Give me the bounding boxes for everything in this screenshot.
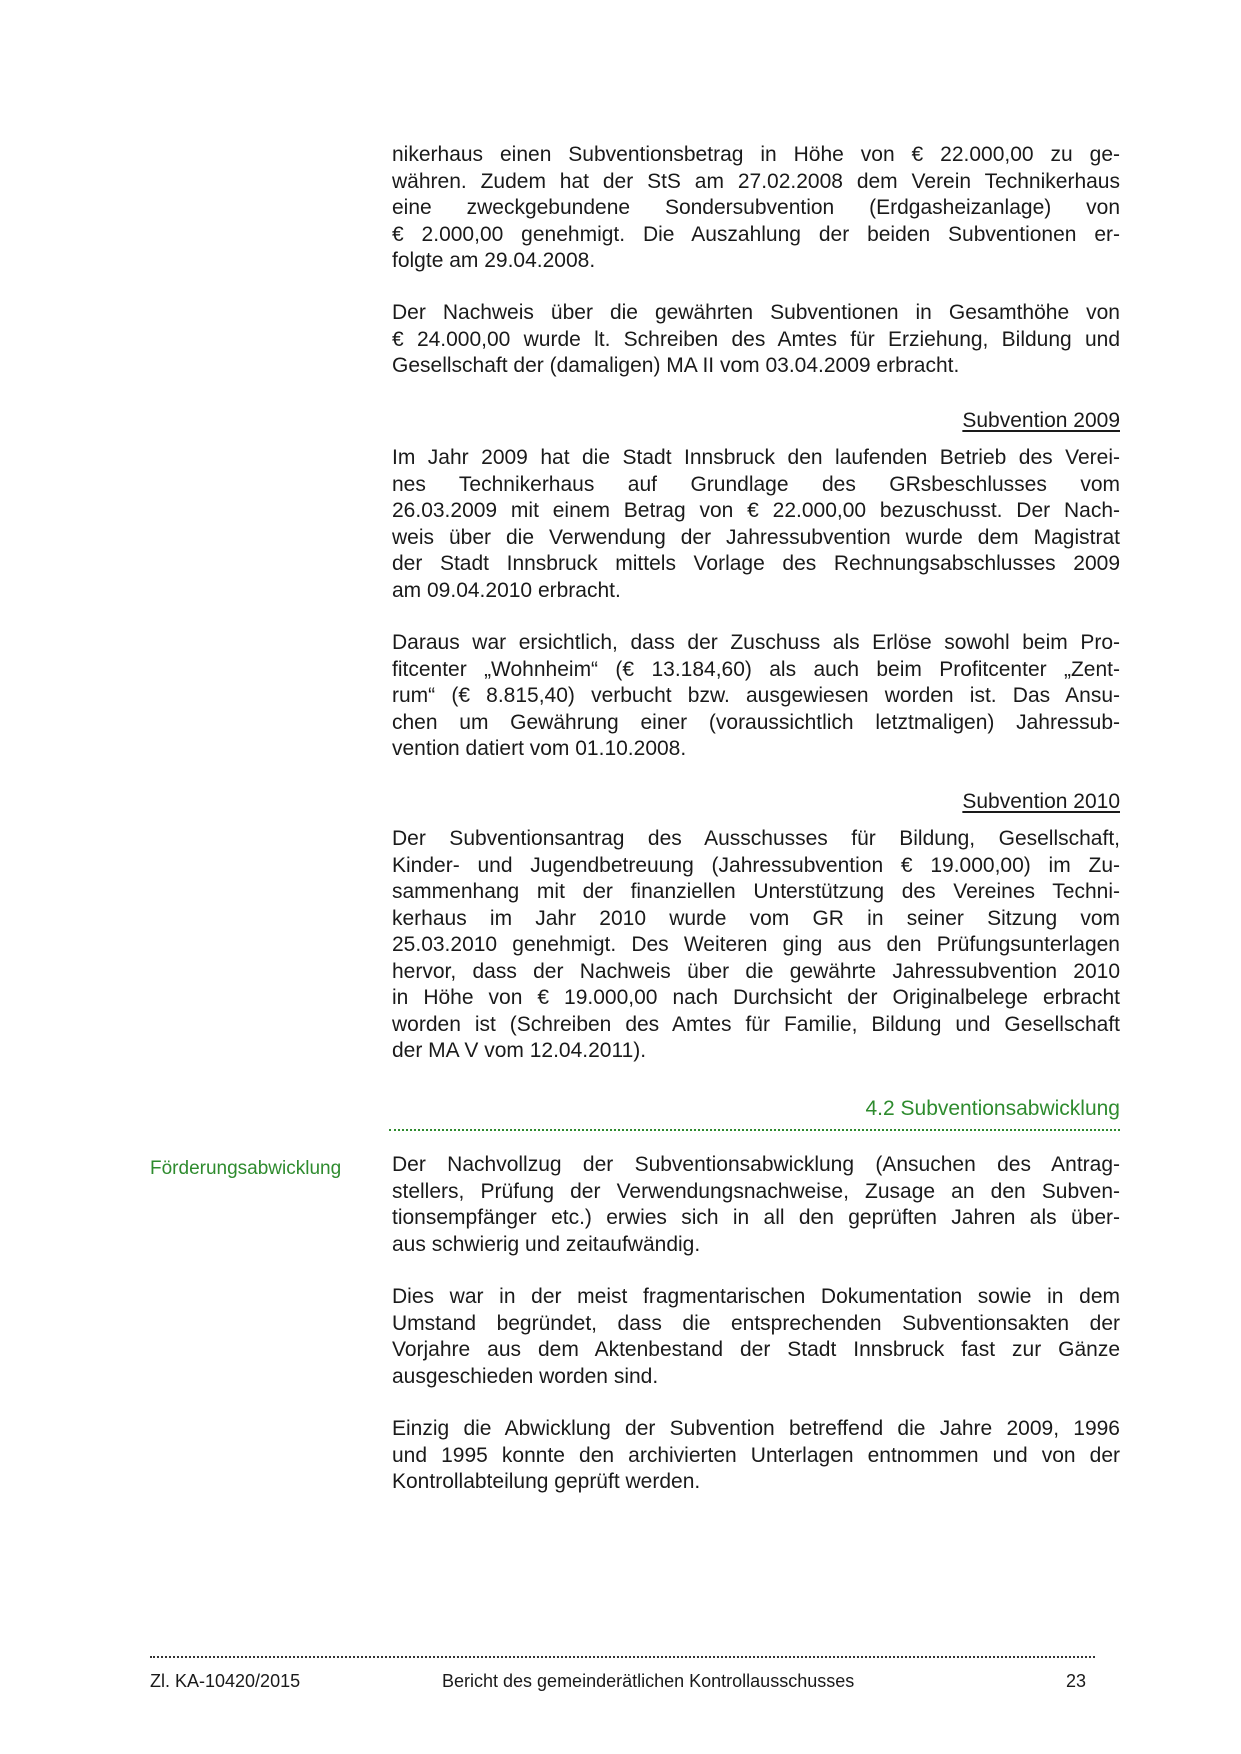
text-line: folgte am 29.04.2008. <box>392 249 596 272</box>
text-line: in Höhe von € 19.000,00 nach Durchsicht der Originalbelege erbracht <box>392 986 1120 1009</box>
text-line: am 09.04.2010 erbracht. <box>392 578 621 602</box>
text-line: eine zweckgebundene Sondersubvention (Erdgasheizanlage) von <box>392 196 1120 219</box>
text-line: vention datiert vom 01.10.2008. <box>392 737 687 760</box>
text-line: worden ist (Schreiben des Amtes für Familie, Bildung und Gesellschaft <box>392 1012 1120 1036</box>
paragraph-4 <box>392 630 1120 763</box>
text-line: Einzig die Abwicklung der Subvention betreffend die Jahre 2009, 1996 <box>392 1417 1120 1440</box>
section-divider <box>389 1129 1120 1131</box>
text-line: Umstand begründet, dass die entsprechenden Subventionsakten der <box>392 1311 1120 1335</box>
footer-title: Bericht des gemeinderätlichen Kontrollausschusses <box>442 1671 855 1691</box>
paragraph-3 <box>392 445 1120 604</box>
text-line: sammenhang mit der finanziellen Unterstützung des Vereines Techni- <box>392 880 1120 903</box>
text-line: und 1995 konnte den archivierten Unterlagen entnommen und von der <box>392 1443 1120 1467</box>
section-heading: 4.2 Subventionsabwicklung <box>865 1097 1120 1120</box>
text-line: Der Subventionsantrag des Ausschusses für Bildung, Gesellschaft, <box>392 827 1120 850</box>
text-line: € 24.000,00 wurde lt. Schreiben des Amtes für Erziehung, Bildung und <box>392 327 1120 351</box>
text-line: ausgeschieden worden sind. <box>392 1364 659 1388</box>
text-line: kerhaus im Jahr 2010 wurde vom GR in seiner Sitzung vom <box>392 906 1120 930</box>
text-line: Kontrollabteilung geprüft werden. <box>392 1470 701 1493</box>
text-line: rum“ (€ 8.815,40) verbucht bzw. ausgewiesen worden ist. Das Ansu- <box>392 684 1120 707</box>
text-line: chen um Gewährung einer (voraussichtlich letztmaligen) Jahressub- <box>392 710 1120 734</box>
footer-divider <box>150 1656 1095 1658</box>
text-line: Dies war in der meist fragmentarischen Dokumentation sowie in dem <box>392 1285 1120 1308</box>
text-line: aus schwierig und zeitaufwändig. <box>392 1232 701 1256</box>
text-line: fitcenter „Wohnheim“ (€ 13.184,60) als auch beim Profitcenter „Zent- <box>392 657 1120 681</box>
paragraph-7 <box>392 1284 1120 1390</box>
text-line: tionsempfänger etc.) erwies sich in all den geprüften Jahren als über- <box>392 1206 1120 1229</box>
paragraph-8 <box>392 1416 1120 1496</box>
text-line: Kinder- und Jugendbetreuung (Jahressubvention € 19.000,00) im Zu- <box>392 853 1120 877</box>
text-line: der Stadt Innsbruck mittels Vorlage des Rechnungsabschlusses 2009 <box>392 552 1120 575</box>
text-line: 25.03.2010 genehmigt. Des Weiteren ging aus den Prüfungsunterlagen <box>392 933 1120 956</box>
text-line: Vorjahre aus dem Aktenbestand der Stadt Innsbruck fast zur Gänze <box>392 1338 1120 1361</box>
text-line: Der Nachweis über die gewährten Subventionen in Gesamthöhe von <box>392 301 1120 324</box>
text-line: Daraus war ersichtlich, dass der Zuschuss als Erlöse sowohl beim Pro- <box>392 631 1120 654</box>
text-line: hervor, dass der Nachweis über die gewährte Jahressubvention 2010 <box>392 959 1120 983</box>
paragraph-5 <box>392 826 1120 1065</box>
paragraph-2 <box>392 300 1120 380</box>
text-line: weis über die Verwendung der Jahressubvention wurde dem Magistrat <box>392 525 1120 549</box>
margin-note: Förderungsabwicklung <box>150 1158 342 1179</box>
text-line: der MA V vom 12.04.2011). <box>392 1039 647 1062</box>
text-line: Der Nachvollzug der Subventionsabwicklung (Ansuchen des Antrag- <box>392 1153 1120 1176</box>
text-line: Im Jahr 2009 hat die Stadt Innsbruck den laufenden Betrieb des Verei- <box>392 446 1120 469</box>
text-line: stellers, Prüfung der Verwendungsnachweise, Zusage an den Subven- <box>392 1179 1120 1203</box>
paragraph-1 <box>392 142 1120 275</box>
text-line: nikerhaus einen Subventionsbetrag in Höhe von € 22.000,00 zu ge- <box>392 143 1120 166</box>
paragraph-6 <box>392 1152 1120 1258</box>
page-number: 23 <box>1066 1671 1087 1691</box>
footer-reference: Zl. KA-10420/2015 <box>150 1671 301 1691</box>
subheading-subvention-2010: Subvention 2010 <box>962 790 1120 813</box>
text-line: Gesellschaft der (damaligen) MA II vom 03.04.2009 erbracht. <box>392 354 960 377</box>
text-line: währen. Zudem hat der StS am 27.02.2008 dem Verein Technikerhaus <box>392 169 1120 193</box>
text-line: € 2.000,00 genehmigt. Die Auszahlung der beiden Subventionen er- <box>392 222 1120 246</box>
text-line: nes Technikerhaus auf Grundlage des GRsbeschlusses vom <box>392 472 1120 496</box>
text-line: 26.03.2009 mit einem Betrag von € 22.000,00 bezuschusst. Der Nach- <box>392 499 1120 522</box>
subheading-subvention-2009: Subvention 2009 <box>962 409 1120 432</box>
